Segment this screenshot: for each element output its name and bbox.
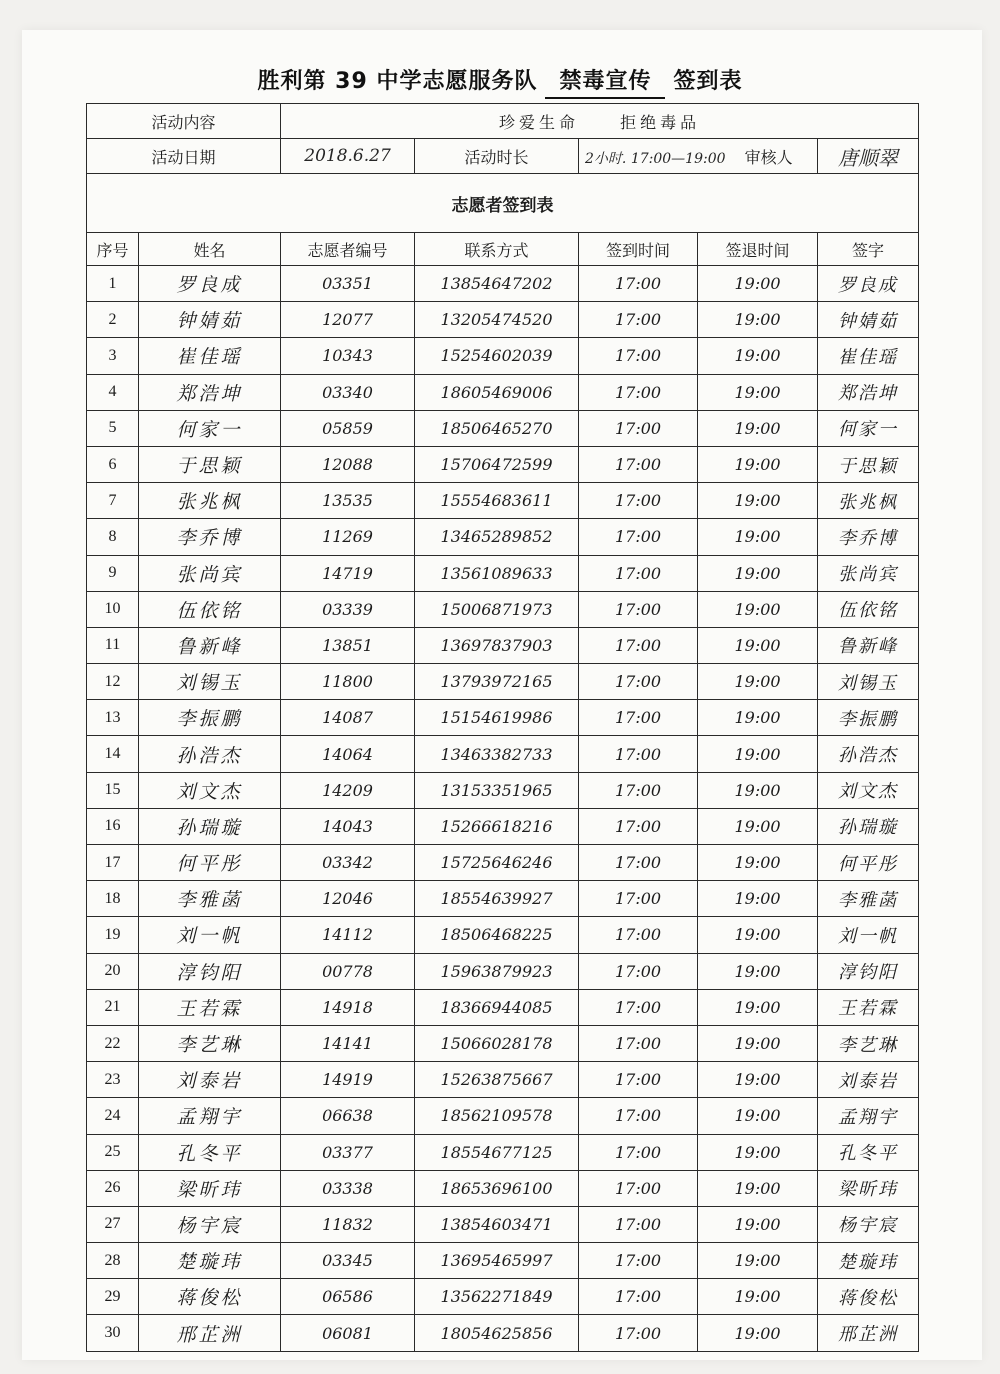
activity-duration-value: 2小时. 17:00—19:00 bbox=[585, 150, 726, 167]
checkin-time: 17:00 bbox=[579, 664, 698, 700]
volunteer-name: 梁昕玮 bbox=[139, 1170, 281, 1206]
volunteer-name: 孙浩杰 bbox=[139, 736, 281, 772]
contact-phone: 13854647202 bbox=[415, 266, 579, 302]
volunteer-name: 刘文杰 bbox=[139, 772, 281, 808]
checkout-time: 19:00 bbox=[698, 1243, 818, 1279]
volunteer-id: 14064 bbox=[281, 736, 415, 772]
volunteer-id: 03377 bbox=[281, 1134, 415, 1170]
contact-phone: 18506465270 bbox=[415, 410, 579, 446]
volunteer-name: 李振鹏 bbox=[139, 700, 281, 736]
contact-phone: 15266618216 bbox=[415, 808, 579, 844]
contact-phone: 13465289852 bbox=[415, 519, 579, 555]
volunteer-id: 13535 bbox=[281, 483, 415, 519]
row-number: 28 bbox=[87, 1243, 139, 1279]
table-row bbox=[87, 881, 919, 917]
volunteer-name: 楚璇玮 bbox=[139, 1243, 281, 1279]
checkin-time: 17:00 bbox=[579, 881, 698, 917]
row-number: 25 bbox=[87, 1134, 139, 1170]
table-row bbox=[87, 483, 919, 519]
volunteer-id: 14087 bbox=[281, 700, 415, 736]
table-row bbox=[87, 302, 919, 338]
checkin-time: 17:00 bbox=[579, 1279, 698, 1315]
activity-content-value bbox=[281, 104, 919, 139]
volunteer-name: 刘泰岩 bbox=[139, 1062, 281, 1098]
row-number: 8 bbox=[87, 519, 139, 555]
volunteer-name: 邢芷洲 bbox=[139, 1315, 281, 1351]
table-row bbox=[87, 266, 919, 302]
checkout-time: 19:00 bbox=[698, 1025, 818, 1061]
row-number: 12 bbox=[87, 664, 139, 700]
contact-phone: 13793972165 bbox=[415, 664, 579, 700]
signature: 李振鹏 bbox=[818, 700, 919, 736]
checkout-time: 19:00 bbox=[698, 1134, 818, 1170]
column-header-checkout: 签退时间 bbox=[698, 233, 818, 266]
signature: 梁昕玮 bbox=[818, 1170, 919, 1206]
activity-date-label: 活动日期 bbox=[87, 139, 281, 174]
column-header-row bbox=[87, 233, 919, 266]
table-row bbox=[87, 1243, 919, 1279]
activity-content-label: 活动内容 bbox=[87, 104, 281, 139]
table-row bbox=[87, 1098, 919, 1134]
contact-phone: 13153351965 bbox=[415, 772, 579, 808]
volunteer-name: 崔佳瑶 bbox=[139, 338, 281, 374]
checkin-time: 17:00 bbox=[579, 519, 698, 555]
volunteer-id: 14918 bbox=[281, 989, 415, 1025]
volunteer-id: 06586 bbox=[281, 1279, 415, 1315]
table-row bbox=[87, 1062, 919, 1098]
column-header-contact: 联系方式 bbox=[415, 233, 579, 266]
volunteer-id: 03342 bbox=[281, 845, 415, 881]
table-row bbox=[87, 627, 919, 663]
row-number: 19 bbox=[87, 917, 139, 953]
row-number: 23 bbox=[87, 1062, 139, 1098]
signature: 刘一帆 bbox=[818, 917, 919, 953]
signature: 孔冬平 bbox=[818, 1134, 919, 1170]
contact-phone: 18554677125 bbox=[415, 1134, 579, 1170]
checkin-time: 17:00 bbox=[579, 808, 698, 844]
checkout-time: 19:00 bbox=[698, 266, 818, 302]
checkout-time: 19:00 bbox=[698, 700, 818, 736]
volunteer-id: 14209 bbox=[281, 772, 415, 808]
checkin-time: 17:00 bbox=[579, 845, 698, 881]
checkin-time: 17:00 bbox=[579, 338, 698, 374]
contact-phone: 13205474520 bbox=[415, 302, 579, 338]
table-row bbox=[87, 700, 919, 736]
checkin-time: 17:00 bbox=[579, 302, 698, 338]
row-number: 17 bbox=[87, 845, 139, 881]
checkout-time: 19:00 bbox=[698, 302, 818, 338]
contact-phone: 18554639927 bbox=[415, 881, 579, 917]
signature: 伍依铭 bbox=[818, 591, 919, 627]
column-header-volunteer-id: 志愿者编号 bbox=[281, 233, 415, 266]
signature: 孙浩杰 bbox=[818, 736, 919, 772]
row-number: 6 bbox=[87, 446, 139, 482]
title-topic: 禁毒宣传 bbox=[545, 64, 665, 99]
checkin-time: 17:00 bbox=[579, 1025, 698, 1061]
volunteer-name: 何平彤 bbox=[139, 845, 281, 881]
contact-phone: 15254602039 bbox=[415, 338, 579, 374]
activity-date-value: 2018.6.27 bbox=[281, 139, 415, 174]
signin-table bbox=[86, 103, 919, 1352]
table-row bbox=[87, 1279, 919, 1315]
row-number: 26 bbox=[87, 1170, 139, 1206]
volunteer-id: 14919 bbox=[281, 1062, 415, 1098]
contact-phone: 13695465997 bbox=[415, 1243, 579, 1279]
activity-duration-label: 活动时长 bbox=[415, 139, 579, 174]
volunteer-id: 11832 bbox=[281, 1206, 415, 1242]
table-row bbox=[87, 917, 919, 953]
contact-phone: 15706472599 bbox=[415, 446, 579, 482]
volunteer-name: 孟翔宇 bbox=[139, 1098, 281, 1134]
volunteer-id: 00778 bbox=[281, 953, 415, 989]
checkin-time: 17:00 bbox=[579, 446, 698, 482]
signature: 孙瑞璇 bbox=[818, 808, 919, 844]
volunteer-id: 14141 bbox=[281, 1025, 415, 1061]
volunteer-id: 14043 bbox=[281, 808, 415, 844]
checkout-time: 19:00 bbox=[698, 953, 818, 989]
table-row bbox=[87, 374, 919, 410]
checkout-time: 19:00 bbox=[698, 1315, 818, 1351]
checkout-time: 19:00 bbox=[698, 881, 818, 917]
checkout-time: 19:00 bbox=[698, 555, 818, 591]
contact-phone: 15725646246 bbox=[415, 845, 579, 881]
checkout-time: 19:00 bbox=[698, 374, 818, 410]
signature: 杨宇宸 bbox=[818, 1206, 919, 1242]
volunteer-name: 鲁新峰 bbox=[139, 627, 281, 663]
table-row bbox=[87, 1025, 919, 1061]
row-number: 9 bbox=[87, 555, 139, 591]
table-row bbox=[87, 446, 919, 482]
checkout-time: 19:00 bbox=[698, 917, 818, 953]
volunteer-id: 11269 bbox=[281, 519, 415, 555]
contact-phone: 13697837903 bbox=[415, 627, 579, 663]
row-number: 27 bbox=[87, 1206, 139, 1242]
reviewer-label: 审核人 bbox=[744, 147, 793, 167]
checkin-time: 17:00 bbox=[579, 374, 698, 410]
activity-date-row bbox=[87, 139, 919, 174]
contact-phone: 18562109578 bbox=[415, 1098, 579, 1134]
page-title bbox=[0, 64, 1000, 99]
checkin-time: 17:00 bbox=[579, 410, 698, 446]
contact-phone: 15006871973 bbox=[415, 591, 579, 627]
volunteer-id: 14719 bbox=[281, 555, 415, 591]
title-prefix: 胜利第 39 中学志愿服务队 bbox=[257, 69, 538, 94]
table-row bbox=[87, 989, 919, 1025]
signature: 淳钧阳 bbox=[818, 953, 919, 989]
contact-phone: 13463382733 bbox=[415, 736, 579, 772]
volunteer-name: 李雅菡 bbox=[139, 881, 281, 917]
volunteer-id: 13851 bbox=[281, 627, 415, 663]
volunteer-name: 杨宇宸 bbox=[139, 1206, 281, 1242]
row-number: 15 bbox=[87, 772, 139, 808]
volunteer-id: 14112 bbox=[281, 917, 415, 953]
volunteer-id: 03339 bbox=[281, 591, 415, 627]
contact-phone: 18366944085 bbox=[415, 989, 579, 1025]
signature: 何家一 bbox=[818, 410, 919, 446]
column-header-checkin: 签到时间 bbox=[579, 233, 698, 266]
table-row bbox=[87, 953, 919, 989]
contact-phone: 13562271849 bbox=[415, 1279, 579, 1315]
contact-phone: 18506468225 bbox=[415, 917, 579, 953]
signature: 蒋俊松 bbox=[818, 1279, 919, 1315]
signature: 鲁新峰 bbox=[818, 627, 919, 663]
signature: 钟婧茹 bbox=[818, 302, 919, 338]
row-number: 5 bbox=[87, 410, 139, 446]
volunteer-id: 12077 bbox=[281, 302, 415, 338]
volunteer-id: 03338 bbox=[281, 1170, 415, 1206]
checkin-time: 17:00 bbox=[579, 989, 698, 1025]
checkin-time: 17:00 bbox=[579, 1243, 698, 1279]
table-row bbox=[87, 1134, 919, 1170]
volunteer-name: 于思颖 bbox=[139, 446, 281, 482]
checkin-time: 17:00 bbox=[579, 1315, 698, 1351]
table-row bbox=[87, 1170, 919, 1206]
duration-reviewer-cell bbox=[579, 139, 818, 174]
volunteer-name: 淳钧阳 bbox=[139, 953, 281, 989]
volunteer-id: 11800 bbox=[281, 664, 415, 700]
activity-content-item-2: 拒绝毒品 bbox=[620, 112, 701, 132]
checkout-time: 19:00 bbox=[698, 989, 818, 1025]
volunteer-name: 刘一帆 bbox=[139, 917, 281, 953]
checkin-time: 17:00 bbox=[579, 1134, 698, 1170]
volunteer-name: 刘锡玉 bbox=[139, 664, 281, 700]
table-row bbox=[87, 555, 919, 591]
row-number: 14 bbox=[87, 736, 139, 772]
checkin-time: 17:00 bbox=[579, 917, 698, 953]
volunteer-name: 罗良成 bbox=[139, 266, 281, 302]
column-header-no: 序号 bbox=[87, 233, 139, 266]
signature: 郑浩坤 bbox=[818, 374, 919, 410]
row-number: 22 bbox=[87, 1025, 139, 1061]
volunteer-id: 03351 bbox=[281, 266, 415, 302]
checkout-time: 19:00 bbox=[698, 519, 818, 555]
table-row bbox=[87, 591, 919, 627]
volunteer-name: 张尚宾 bbox=[139, 555, 281, 591]
checkout-time: 19:00 bbox=[698, 446, 818, 482]
checkin-time: 17:00 bbox=[579, 700, 698, 736]
signature: 李艺琳 bbox=[818, 1025, 919, 1061]
signature: 李雅菡 bbox=[818, 881, 919, 917]
row-number: 7 bbox=[87, 483, 139, 519]
volunteer-id: 06638 bbox=[281, 1098, 415, 1134]
volunteer-name: 李艺琳 bbox=[139, 1025, 281, 1061]
signature: 崔佳瑶 bbox=[818, 338, 919, 374]
contact-phone: 18054625856 bbox=[415, 1315, 579, 1351]
checkout-time: 19:00 bbox=[698, 664, 818, 700]
checkin-time: 17:00 bbox=[579, 266, 698, 302]
volunteer-name: 孙瑞璇 bbox=[139, 808, 281, 844]
volunteer-id: 03340 bbox=[281, 374, 415, 410]
volunteer-name: 钟婧茹 bbox=[139, 302, 281, 338]
contact-phone: 18653696100 bbox=[415, 1170, 579, 1206]
checkin-time: 17:00 bbox=[579, 591, 698, 627]
signature: 何平彤 bbox=[818, 845, 919, 881]
signature: 李乔博 bbox=[818, 519, 919, 555]
checkout-time: 19:00 bbox=[698, 845, 818, 881]
checkout-time: 19:00 bbox=[698, 1170, 818, 1206]
volunteer-name: 孔冬平 bbox=[139, 1134, 281, 1170]
checkout-time: 19:00 bbox=[698, 1098, 818, 1134]
signature: 刘泰岩 bbox=[818, 1062, 919, 1098]
table-row bbox=[87, 1206, 919, 1242]
checkout-time: 19:00 bbox=[698, 591, 818, 627]
contact-phone: 15154619986 bbox=[415, 700, 579, 736]
row-number: 18 bbox=[87, 881, 139, 917]
signature: 邢芷洲 bbox=[818, 1315, 919, 1351]
checkout-time: 19:00 bbox=[698, 1206, 818, 1242]
volunteer-id: 05859 bbox=[281, 410, 415, 446]
checkout-time: 19:00 bbox=[698, 1062, 818, 1098]
signature: 楚璇玮 bbox=[818, 1243, 919, 1279]
volunteer-name: 蒋俊松 bbox=[139, 1279, 281, 1315]
activity-content-row bbox=[87, 104, 919, 139]
checkout-time: 19:00 bbox=[698, 627, 818, 663]
checkin-time: 17:00 bbox=[579, 736, 698, 772]
contact-phone: 15066028178 bbox=[415, 1025, 579, 1061]
activity-content-item-1: 珍爱生命 bbox=[498, 112, 579, 132]
signature: 罗良成 bbox=[818, 266, 919, 302]
contact-phone: 13561089633 bbox=[415, 555, 579, 591]
title-suffix: 签到表 bbox=[673, 69, 743, 94]
checkout-time: 19:00 bbox=[698, 410, 818, 446]
checkout-time: 19:00 bbox=[698, 772, 818, 808]
checkin-time: 17:00 bbox=[579, 627, 698, 663]
table-row bbox=[87, 808, 919, 844]
table-row bbox=[87, 736, 919, 772]
checkout-time: 19:00 bbox=[698, 483, 818, 519]
signature: 于思颖 bbox=[818, 446, 919, 482]
row-number: 24 bbox=[87, 1098, 139, 1134]
volunteer-id: 03345 bbox=[281, 1243, 415, 1279]
table-row bbox=[87, 338, 919, 374]
section-title-row bbox=[87, 174, 919, 233]
row-number: 11 bbox=[87, 627, 139, 663]
volunteer-name: 郑浩坤 bbox=[139, 374, 281, 410]
checkin-time: 17:00 bbox=[579, 483, 698, 519]
checkin-time: 17:00 bbox=[579, 953, 698, 989]
signature: 张兆枫 bbox=[818, 483, 919, 519]
contact-phone: 15554683611 bbox=[415, 483, 579, 519]
volunteer-name: 伍依铭 bbox=[139, 591, 281, 627]
row-number: 16 bbox=[87, 808, 139, 844]
checkout-time: 19:00 bbox=[698, 1279, 818, 1315]
contact-phone: 18605469006 bbox=[415, 374, 579, 410]
volunteer-name: 李乔博 bbox=[139, 519, 281, 555]
table-row bbox=[87, 410, 919, 446]
signature: 刘文杰 bbox=[818, 772, 919, 808]
row-number: 29 bbox=[87, 1279, 139, 1315]
volunteer-name: 何家一 bbox=[139, 410, 281, 446]
checkin-time: 17:00 bbox=[579, 1206, 698, 1242]
row-number: 3 bbox=[87, 338, 139, 374]
checkout-time: 19:00 bbox=[698, 338, 818, 374]
row-number: 21 bbox=[87, 989, 139, 1025]
volunteer-name: 王若霖 bbox=[139, 989, 281, 1025]
table-row bbox=[87, 664, 919, 700]
signature: 张尚宾 bbox=[818, 555, 919, 591]
table-row bbox=[87, 519, 919, 555]
volunteer-id: 10343 bbox=[281, 338, 415, 374]
signature: 孟翔宇 bbox=[818, 1098, 919, 1134]
row-number: 10 bbox=[87, 591, 139, 627]
checkout-time: 19:00 bbox=[698, 808, 818, 844]
contact-phone: 15963879923 bbox=[415, 953, 579, 989]
column-header-signature: 签字 bbox=[818, 233, 919, 266]
row-number: 30 bbox=[87, 1315, 139, 1351]
checkin-time: 17:00 bbox=[579, 1062, 698, 1098]
checkout-time: 19:00 bbox=[698, 736, 818, 772]
checkin-time: 17:00 bbox=[579, 1170, 698, 1206]
table-row bbox=[87, 845, 919, 881]
volunteer-id: 06081 bbox=[281, 1315, 415, 1351]
row-number: 20 bbox=[87, 953, 139, 989]
volunteer-id: 12046 bbox=[281, 881, 415, 917]
checkin-time: 17:00 bbox=[579, 772, 698, 808]
row-number: 1 bbox=[87, 266, 139, 302]
table-row bbox=[87, 772, 919, 808]
section-title: 志愿者签到表 bbox=[87, 174, 919, 233]
column-header-name: 姓名 bbox=[139, 233, 281, 266]
signature: 刘锡玉 bbox=[818, 664, 919, 700]
volunteer-name: 张兆枫 bbox=[139, 483, 281, 519]
reviewer-signature: 唐顺翠 bbox=[818, 139, 919, 174]
table-row bbox=[87, 1315, 919, 1351]
checkin-time: 17:00 bbox=[579, 555, 698, 591]
volunteer-id: 12088 bbox=[281, 446, 415, 482]
row-number: 13 bbox=[87, 700, 139, 736]
contact-phone: 13854603471 bbox=[415, 1206, 579, 1242]
row-number: 2 bbox=[87, 302, 139, 338]
row-number: 4 bbox=[87, 374, 139, 410]
checkin-time: 17:00 bbox=[579, 1098, 698, 1134]
contact-phone: 15263875667 bbox=[415, 1062, 579, 1098]
signature: 王若霖 bbox=[818, 989, 919, 1025]
